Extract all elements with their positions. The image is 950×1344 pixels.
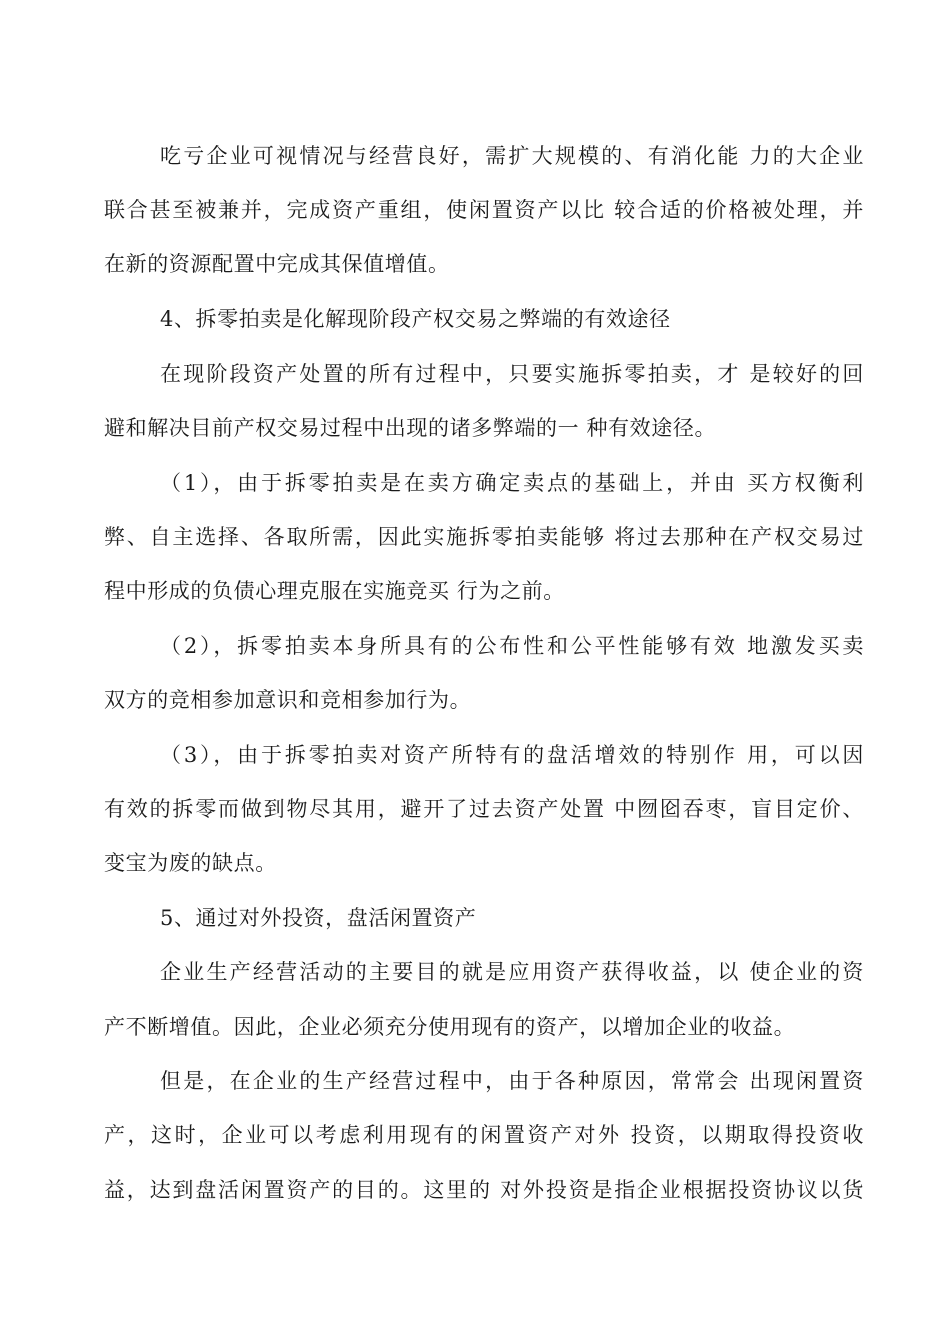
paragraph-line: 产不断增值。因此，企业必须充分使用现有的资产，以增加企业的收益。 xyxy=(104,1015,796,1039)
paragraph-line: 联合甚至被兼并，完成资产重组，使闲置资产以比 较合适的价格被处理，并 xyxy=(104,198,864,222)
paragraph-line: 吃亏企业可视情况与经营良好，需扩大规模的、有消化能 力的大企业 xyxy=(160,144,864,168)
section-heading: 4、拆零拍卖是化解现阶段产权交易之弊端的有效途径 xyxy=(160,307,671,331)
paragraph-line: 产，这时，企业可以考虑利用现有的闲置资产对外 投资，以期取得投资收 xyxy=(104,1123,864,1147)
paragraph-line: 弊、自主选择、各取所需，因此实施拆零拍卖能够 将过去那种在产权交易过 xyxy=(104,525,864,549)
paragraph-line: 有效的拆零而做到物尽其用，避开了过去资产处置 中囫囵吞枣，盲目定价、 xyxy=(104,797,864,821)
paragraph-line: 益，达到盘活闲置资产的目的。这里的 对外投资是指企业根据投资协议以货 xyxy=(104,1178,864,1202)
paragraph-line: 变宝为废的缺点。 xyxy=(104,851,277,875)
paragraph-line: 在新的资源配置中完成其保值增值。 xyxy=(104,252,450,276)
paragraph-line: （3），由于拆零拍卖对资产所特有的盘活增效的特别作 用，可以因 xyxy=(160,743,864,767)
paragraph-line: （2），拆零拍卖本身所具有的公布性和公平性能够有效 地激发买卖 xyxy=(160,634,864,658)
paragraph-line: 避和解决目前产权交易过程中出现的诸多弊端的一 种有效途径。 xyxy=(104,416,717,440)
paragraph-line: （1），由于拆零拍卖是在卖方确定卖点的基础上，并由 买方权衡利 xyxy=(160,471,864,495)
paragraph-line: 在现阶段资产处置的所有过程中，只要实施拆零拍卖，才 是较好的回 xyxy=(160,362,864,386)
section-heading: 5、通过对外投资，盘活闲置资产 xyxy=(160,906,477,930)
paragraph-line: 双方的竞相参加意识和竞相参加行为。 xyxy=(104,688,472,712)
paragraph-line: 但是，在企业的生产经营过程中，由于各种原因，常常会 出现闲置资 xyxy=(160,1069,864,1093)
paragraph-line: 程中形成的负债心理克服在实施竞买 行为之前。 xyxy=(104,579,565,603)
paragraph-line: 企业生产经营活动的主要目的就是应用资产获得收益，以 使企业的资 xyxy=(160,960,864,984)
